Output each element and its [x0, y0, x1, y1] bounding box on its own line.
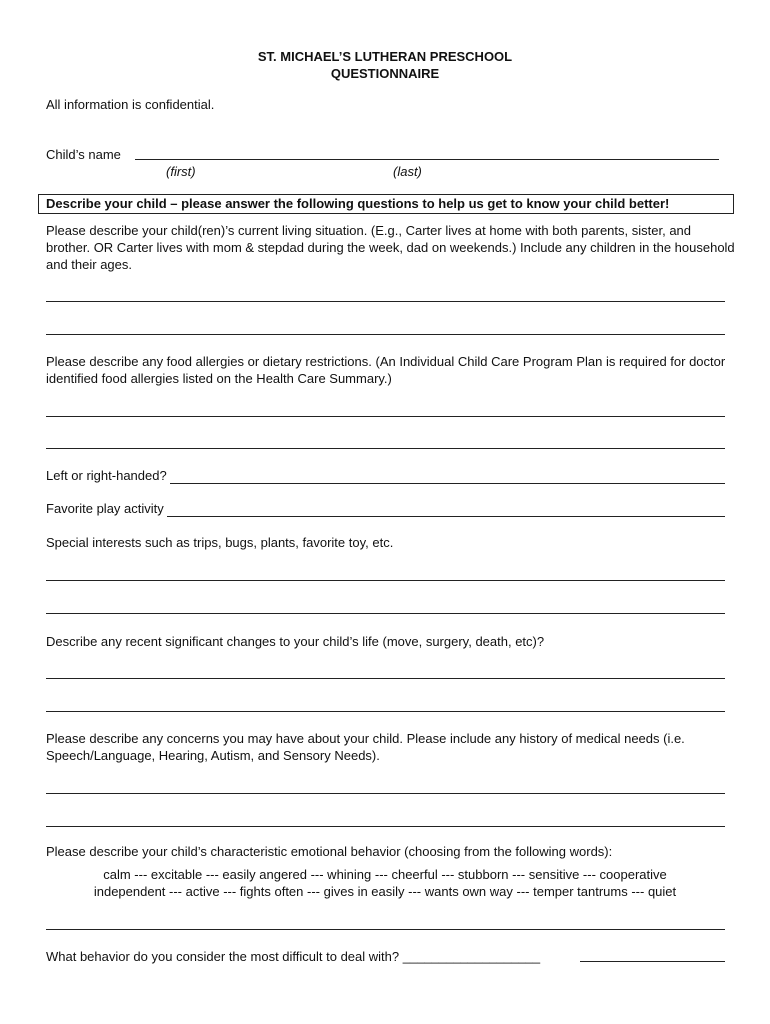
behavior-words-line-1: calm --- excitable --- easily angered --- whining --- cheerful --- stubborn --- sensitive --- cooperative [103, 867, 667, 882]
answer-line-concerns-1[interactable] [46, 793, 725, 794]
question-play-activity: Favorite play activity [46, 501, 164, 516]
answer-line-changes-2[interactable] [46, 711, 725, 712]
confidential-note: All information is confidential. [46, 97, 215, 112]
handedness-row [46, 466, 725, 484]
form-title: QUESTIONNAIRE [330, 66, 440, 81]
question-special-interests: Special interests such as trips, bugs, plants, favorite toy, etc. [46, 535, 394, 550]
answer-line-living-1[interactable] [46, 301, 725, 302]
play-activity-field[interactable] [167, 503, 725, 517]
handedness-field[interactable] [170, 470, 725, 484]
play-activity-row [46, 499, 725, 517]
answer-line-concerns-2[interactable] [46, 826, 725, 827]
difficult-behavior-field[interactable] [580, 961, 725, 962]
question-recent-changes: Describe any recent significant changes to your child’s life (move, surgery, death, etc)? [46, 634, 545, 649]
section-banner: Describe your child – please answer the following questions to help us get to know your child better! [38, 194, 734, 214]
question-concerns: Please describe any concerns you may have about your child. Please include any history of medical needs (i.e. Speech/Language, Hearing, Autism, and Sensory Needs). [46, 731, 685, 763]
child-name-field[interactable] [135, 159, 719, 160]
answer-line-allergies-1[interactable] [46, 416, 725, 417]
question-living-situation: Please describe your child(ren)’s current living situation. (E.g., Carter lives at home with both parents, sister, and brother. OR Carter lives with mom & stepdad during the week, dad on weekends.) Include any children in the household and their ages. [46, 223, 735, 272]
last-name-caption: (last) [393, 164, 422, 179]
answer-line-emotional[interactable] [46, 929, 725, 930]
question-emotional-behavior: Please describe your child’s characteristic emotional behavior (choosing from the following words): [46, 844, 613, 859]
first-name-caption: (first) [166, 164, 196, 179]
child-name-label: Child’s name [46, 147, 121, 162]
behavior-words-line-2: independent --- active --- fights often --- gives in easily --- wants own way --- temper tantrums --- quiet [93, 884, 677, 899]
answer-line-changes-1[interactable] [46, 678, 725, 679]
question-allergies: Please describe any food allergies or dietary restrictions. (An Individual Child Care Program Plan is required for doctor identified food allergies listed on the Health Care Summary.) [46, 354, 726, 386]
question-handedness: Left or right-handed? [46, 468, 167, 483]
answer-line-living-2[interactable] [46, 334, 725, 335]
answer-line-interests-1[interactable] [46, 580, 725, 581]
answer-line-allergies-2[interactable] [46, 448, 725, 449]
question-difficult-behavior: What behavior do you consider the most difficult to deal with? ___________________ [46, 949, 541, 964]
school-name: ST. MICHAEL’S LUTHERAN PRESCHOOL [257, 49, 513, 64]
answer-line-interests-2[interactable] [46, 613, 725, 614]
